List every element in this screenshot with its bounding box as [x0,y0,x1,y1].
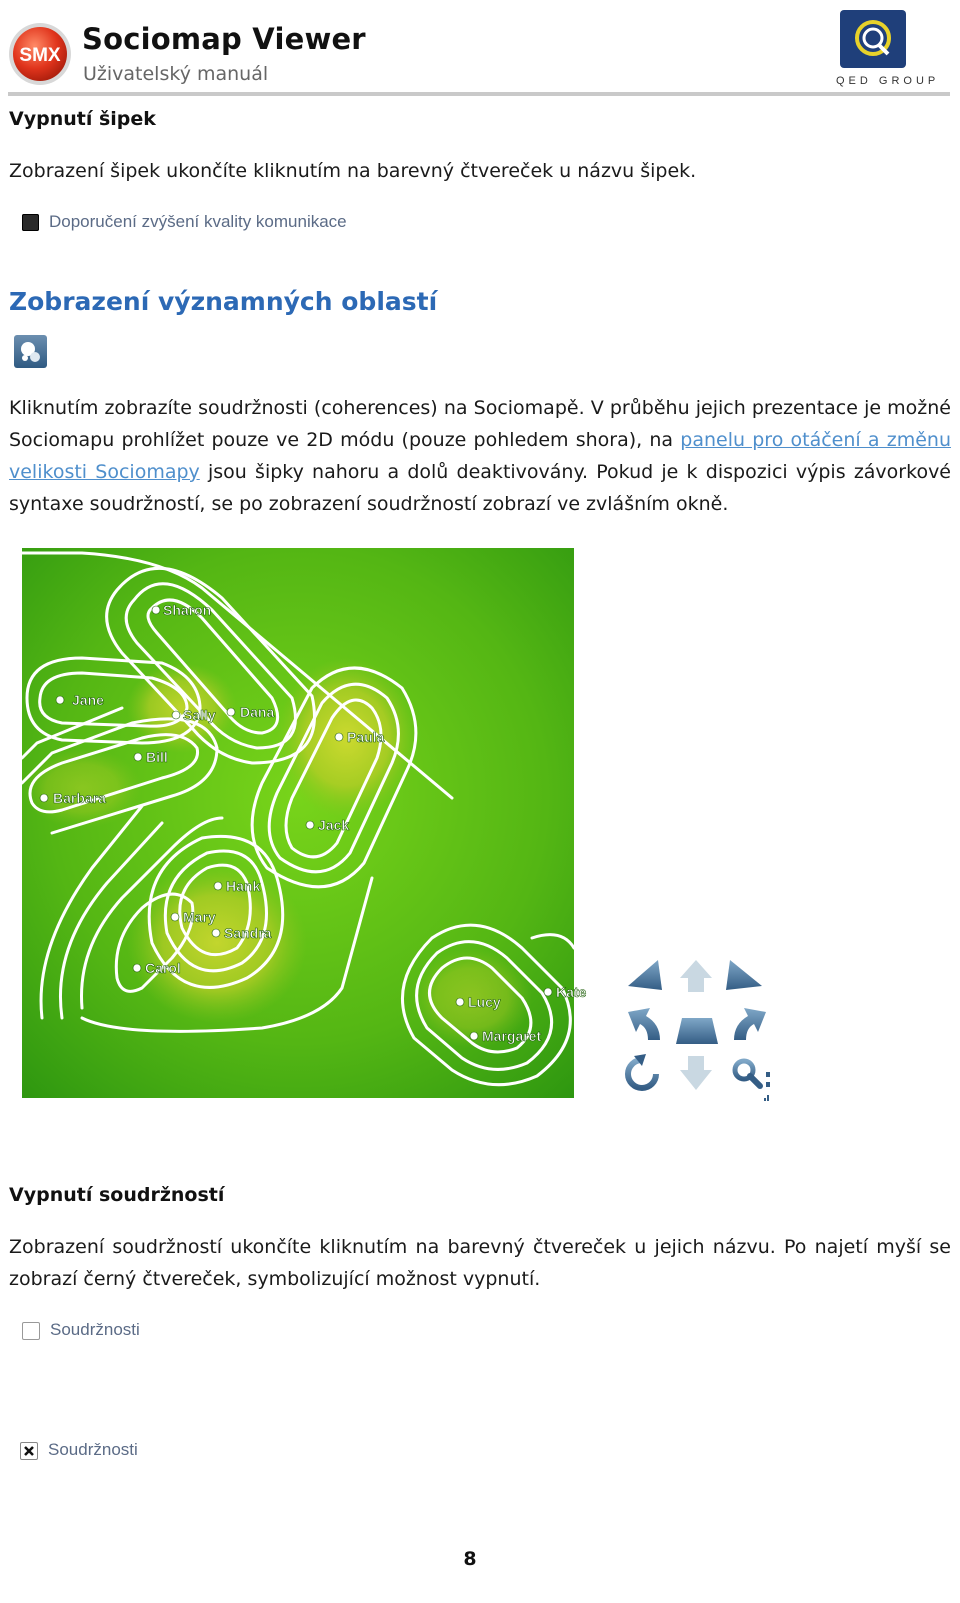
svg-text:Mary: Mary [183,909,216,925]
areas-heading: Zobrazení významných oblastí [9,287,438,316]
close-icon[interactable] [20,1442,38,1460]
rotate-right-up-icon[interactable] [726,960,762,990]
svg-text:Sally: Sally [183,707,216,723]
legend-color-square[interactable] [22,214,39,231]
svg-text:Hank: Hank [226,878,261,894]
svg-text:Paula: Paula [347,729,385,745]
qed-logo [840,10,910,70]
svg-text:Kate: Kate [556,984,587,1000]
arrow-down-icon[interactable] [680,1056,712,1090]
coherence-off-text: Zobrazení soudržností ukončíte kliknutím na barevný čtvereček u jejich názvu. Po najetí myší se zobrazí černý čtvereček, symbolizující možnost vypnutí. [9,1236,951,1290]
coherence-legend-item-hover[interactable] [20,1440,138,1460]
coherence-off-heading: Vypnutí soudržností [9,1184,225,1206]
arrows-off-text: Zobrazení šipek ukončíte kliknutím na barevný čtvereček u názvu šipek. [9,160,697,182]
reset-icon[interactable] [628,1054,656,1088]
rotation-panel-link[interactable]: panelu pro otáčení a změnu velikosti Sociomapy [9,429,951,483]
svg-text:Lucy: Lucy [468,994,501,1010]
smx-logo [8,22,72,86]
qed-brand-text: QED GROUP [836,75,940,87]
turn-left-icon[interactable] [628,1008,660,1040]
arrows-legend-item[interactable] [22,212,347,232]
turn-right-icon[interactable] [734,1008,766,1040]
areas-text-part1: Kliknutím zobrazíte soudržnosti (coherences) na Sociomapě. V průběhu jejich prezentace je možné Sociomapu prohlížet pouze ve 2D módu (pouze pohledem shora), na [9,397,951,451]
coherence-legend-item-unchecked[interactable] [22,1320,140,1340]
checkbox-unchecked[interactable] [22,1322,40,1340]
coherence-legend-label-2: Soudržnosti [48,1440,138,1459]
svg-text:Dana: Dana [240,704,275,720]
rotation-zoom-panel [620,952,780,1112]
areas-text [9,392,951,520]
rotate-left-up-icon[interactable] [628,960,662,990]
svg-text:Carol: Carol [145,960,181,976]
arrow-up-icon[interactable] [680,960,712,992]
svg-text:Jane: Jane [72,692,104,708]
app-title: Sociomap Viewer [82,22,366,56]
svg-text:Margaret: Margaret [482,1028,542,1044]
app-subtitle: Uživatelský manuál [83,63,269,85]
coherence-icon[interactable] [14,335,47,368]
sociomap-image[interactable] [22,548,587,1098]
smx-logo-text: SMX [19,45,61,66]
coherence-legend-label-1: Soudržnosti [50,1320,140,1339]
header-divider [8,92,950,96]
zoom-icon[interactable] [735,1061,770,1101]
svg-text:Jack: Jack [318,817,350,833]
page-number: 8 [463,1548,477,1570]
arrows-legend-label: Doporučení zvýšení kvality komunikace [49,212,347,231]
svg-text:Barbara: Barbara [53,790,106,806]
svg-text:Bill: Bill [146,749,168,765]
svg-text:Sandra: Sandra [224,925,272,941]
areas-text-part2: jsou šipky nahoru a dolů deaktivovány. Pokud je k dispozici výpis závorkové syntaxe soudržností, se po zobrazení soudržností zobrazí ve zvlášním okně. [9,461,951,515]
svg-text:Sharon: Sharon [163,602,212,618]
tilt-icon[interactable] [676,1018,718,1044]
arrows-off-heading: Vypnutí šipek [9,108,156,130]
